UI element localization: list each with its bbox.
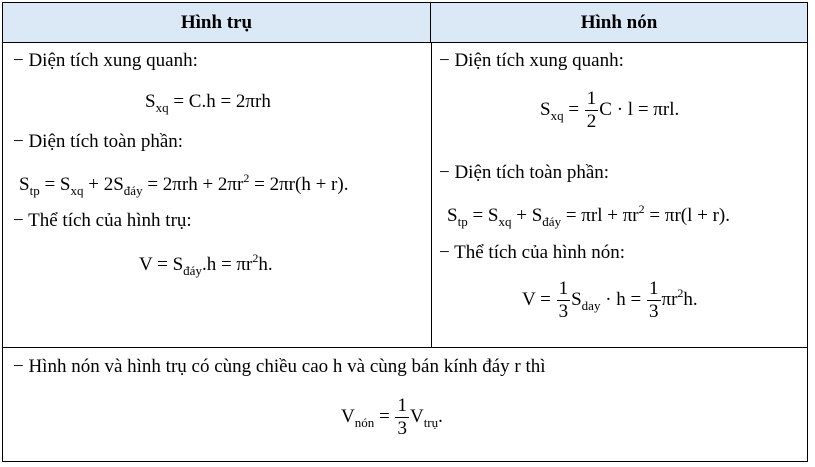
cone-formula-volume: V = $\frac{1}{3}$ $S_{day} \cdot h$ = $\frac{1}{3}$ $\pi r^2h$. [522, 278, 698, 322]
cyl-formula-volume: $V = S_{đáy}.h = \pi r^2h$. [139, 251, 273, 278]
header-cone: Hình nón [431, 3, 807, 43]
cone-label-lateral-area: − Diện tích xung quanh: [439, 50, 624, 71]
relation-text: − Hình nón và hình trụ có cùng chiều cao h và cùng bán kính đáy r thì [13, 356, 546, 377]
cyl-label-lateral-area: − Diện tích xung quanh: [13, 50, 198, 71]
cone-formula-lateral-area: $S_{xq}$ = $\frac{1}{2}$ C · l = πrl. [540, 88, 680, 132]
cone-label-total-area: − Diện tích toàn phần: [439, 162, 610, 183]
cyl-label-volume: − Thể tích của hình trụ: [13, 210, 192, 231]
relation-formula: $V_{nón}$ = $\frac{1}{3}$ $V_{trụ}$. [341, 395, 443, 439]
cyl-label-total-area: − Diện tích toàn phần: [13, 131, 184, 152]
cyl-formula-total-area: $S_{tp} = S_{xq} + 2S_{đáy} = 2\pi rh + 2\pi r^2 = 2\pi r(h + r)$. [19, 171, 349, 198]
header-cylinder: Hình trụ [3, 3, 431, 43]
cyl-formula-lateral-area: $S_{xq} = C.h = 2\pi rh$ [145, 91, 271, 115]
row-divider [3, 347, 807, 348]
formula-table [2, 2, 808, 462]
column-divider [431, 43, 432, 347]
cone-label-volume: − Thể tích của hình nón: [439, 242, 626, 263]
cone-formula-total-area: $S_{tp} = S_{xq} + S_{đáy} = \pi rl + \pi r^2 = \pi r(l + r)$. [447, 202, 731, 229]
